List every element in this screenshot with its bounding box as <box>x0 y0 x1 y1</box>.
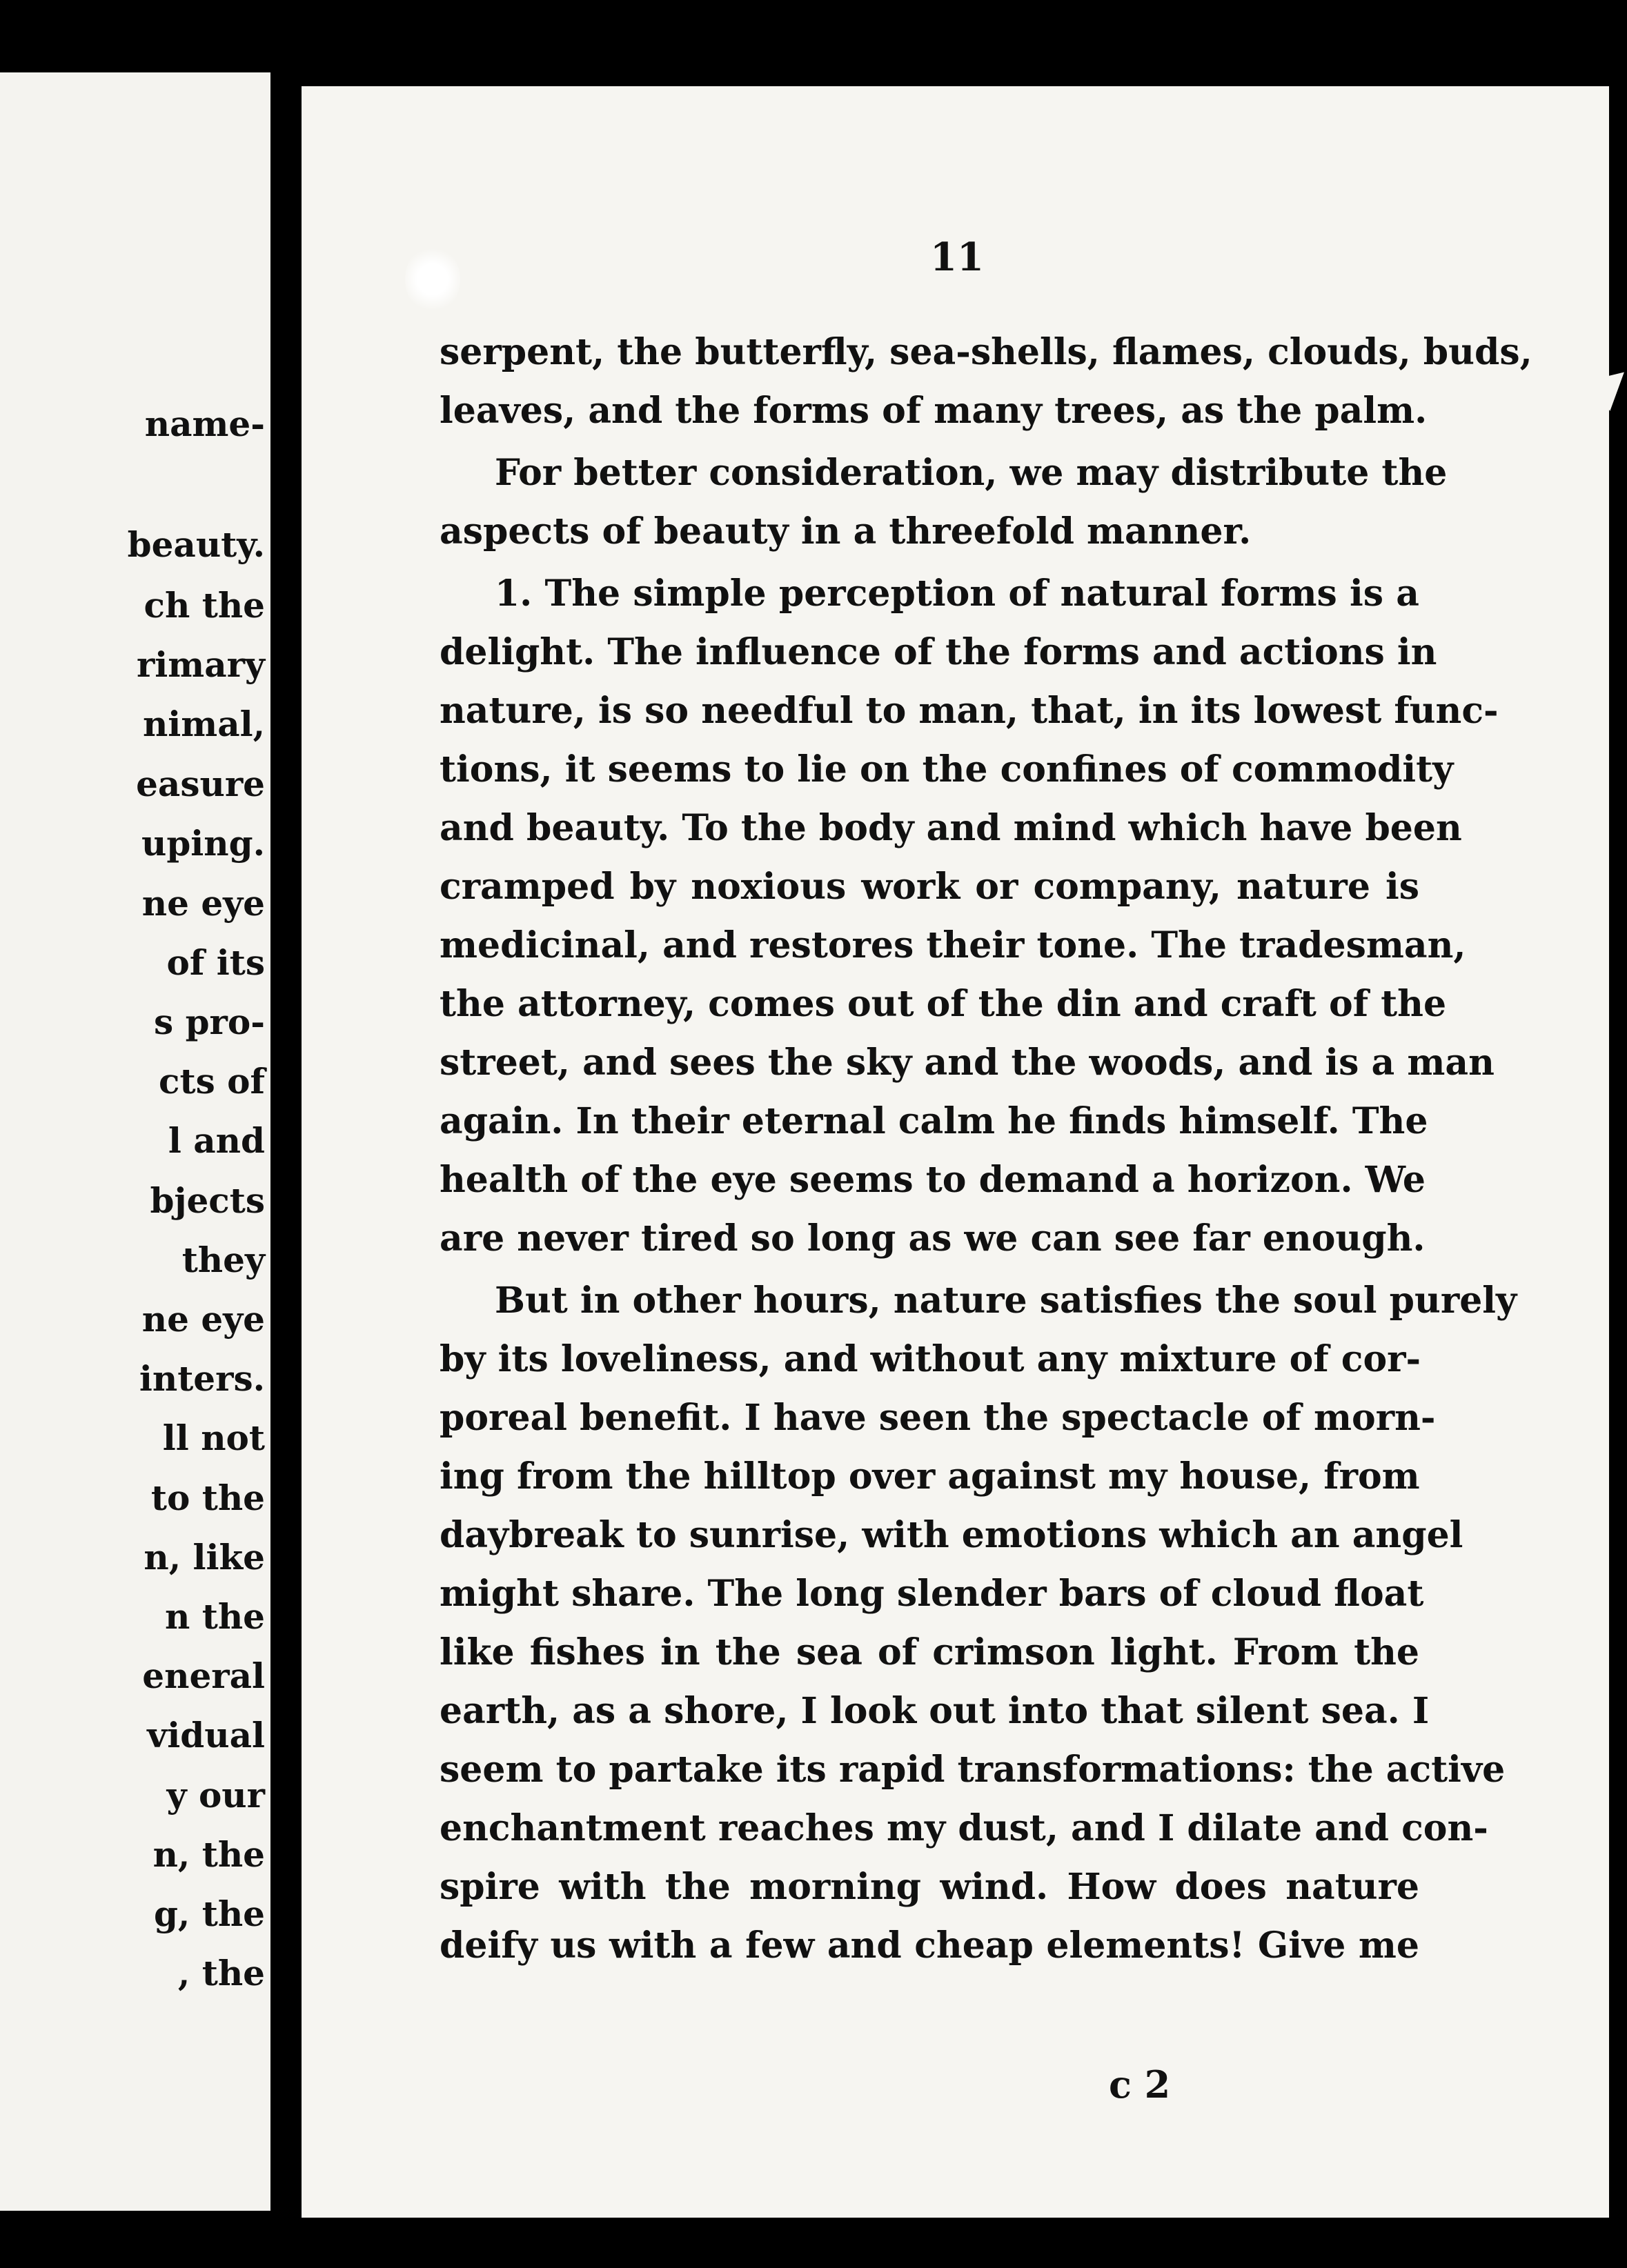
left-line: easure <box>136 764 265 804</box>
text-line: by its loveliness, and without any mixture of cor- <box>440 1338 1421 1380</box>
text-line: enchantment reaches my dust, and I dilate and con- <box>440 1807 1488 1849</box>
text-line: might share. The long slender bars of cloud float <box>440 1573 1424 1615</box>
text-line: cramped by noxious work or company, nature is <box>440 866 1419 908</box>
text-line: are never tired so long as we can see far enough. <box>440 1217 1426 1260</box>
paper-stain <box>405 245 460 314</box>
left-line: y our <box>166 1775 265 1816</box>
text-line: deify us with a few and cheap elements! Give me <box>440 1924 1419 1967</box>
text-line: ing from the hilltop over against my house, from <box>440 1455 1420 1498</box>
text-line: daybreak to sunrise, with emotions which an angel <box>440 1514 1463 1556</box>
book-gutter <box>270 55 302 2268</box>
text-line: medicinal, and restores their tone. The tradesman, <box>440 924 1466 966</box>
text-line: serpent, the butterfly, sea-shells, flames, clouds, buds, <box>440 331 1532 373</box>
left-line: ne eye <box>141 883 265 924</box>
right-page <box>302 86 1609 2218</box>
text-line: earth, as a shore, I look out into that silent sea. I <box>440 1690 1430 1732</box>
text-line: nature, is so needful to man, that, in its lowest func- <box>440 690 1499 732</box>
left-line: ne eye <box>141 1299 265 1340</box>
left-line: uping. <box>141 823 265 864</box>
left-line: ch the <box>144 585 265 626</box>
left-line: rimary <box>136 644 265 685</box>
left-line: to the <box>150 1478 265 1518</box>
left-line: of its <box>166 942 265 983</box>
left-line: name- <box>144 404 265 444</box>
left-line: bjects <box>150 1180 265 1221</box>
right-border <box>1609 0 1627 2268</box>
left-line: g, the <box>153 1893 265 1934</box>
left-line: eneral <box>142 1655 265 1696</box>
text-line: tions, it seems to lie on the confines of commodity <box>440 748 1454 790</box>
left-line: l and <box>168 1120 265 1161</box>
text-line: like fishes in the sea of crimson light. From the <box>440 1631 1419 1673</box>
left-line: cts of <box>159 1061 265 1102</box>
left-line: n, like <box>144 1537 265 1578</box>
left-line: beauty. <box>127 524 265 565</box>
text-line: health of the eye seems to demand a horizon. We <box>440 1159 1426 1201</box>
left-line: inters. <box>139 1358 265 1399</box>
signature-mark: c 2 <box>1109 2062 1171 2107</box>
left-page <box>0 72 270 2211</box>
text-line: leaves, and the forms of many trees, as the palm. <box>440 390 1428 432</box>
text-line: delight. The influence of the forms and actions in <box>440 631 1437 673</box>
text-line: and beauty. To the body and mind which have been <box>440 807 1462 849</box>
text-line: poreal benefit. I have seen the spectacle of morn- <box>440 1397 1436 1439</box>
text-line: aspects of beauty in a threefold manner. <box>440 510 1252 553</box>
text-line: For better consideration, we may distribute the <box>495 452 1448 494</box>
left-line: they <box>181 1240 265 1280</box>
left-line: ll not <box>162 1418 265 1458</box>
text-line: again. In their eternal calm he finds himself. The <box>440 1100 1428 1142</box>
left-line: vidual <box>147 1715 265 1755</box>
text-line: the attorney, comes out of the din and craft of the <box>440 983 1447 1025</box>
left-line: n the <box>164 1596 265 1637</box>
text-line: But in other hours, nature satisfies the soul purely <box>495 1280 1517 1322</box>
text-line: street, and sees the sky and the woods, and is a man <box>440 1042 1495 1084</box>
text-line: seem to partake its rapid transformations: the active <box>440 1749 1506 1791</box>
left-line: , the <box>177 1953 265 1993</box>
page-number: 11 <box>930 235 984 280</box>
text-line: spire with the morning wind. How does nature <box>440 1866 1419 1908</box>
left-line: s pro- <box>154 1002 265 1042</box>
text-line: 1. The simple perception of natural forms is a <box>495 573 1419 615</box>
left-line: n, the <box>152 1834 265 1875</box>
left-line: nimal, <box>142 704 265 744</box>
